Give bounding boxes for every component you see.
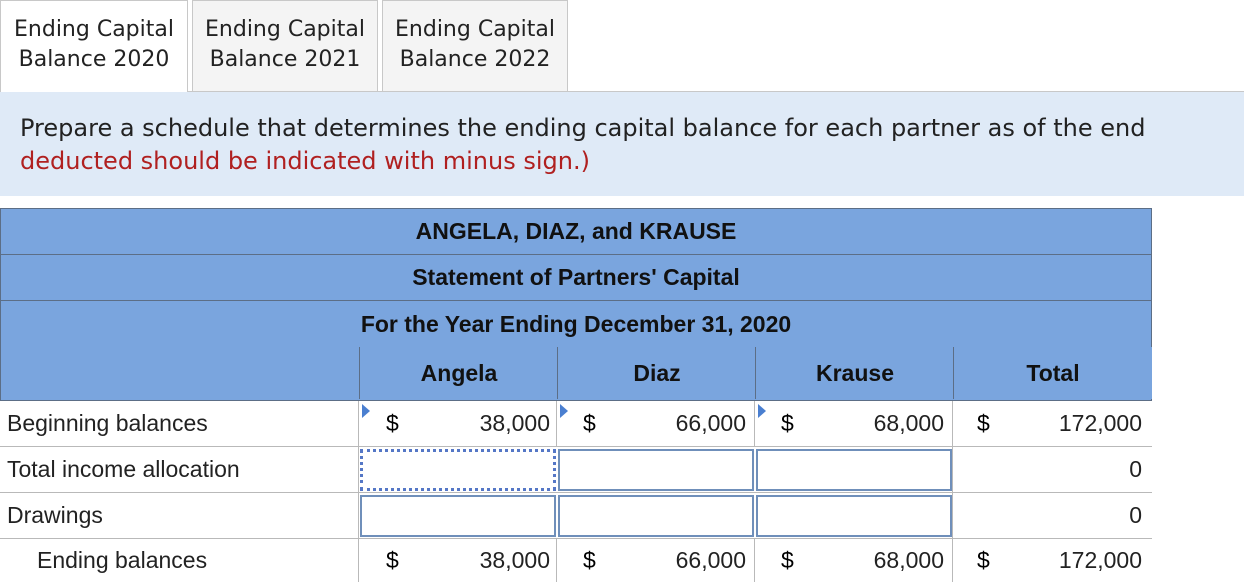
tab-label-line1: Ending Capital bbox=[395, 17, 555, 42]
tab-label-line2: Balance 2021 bbox=[209, 47, 361, 72]
divider bbox=[358, 401, 359, 447]
currency-symbol: $ bbox=[386, 547, 399, 573]
row-total-income-allocation bbox=[0, 447, 1152, 493]
tab-label-line2: Balance 2022 bbox=[399, 47, 551, 72]
currency-symbol: $ bbox=[977, 547, 990, 573]
tab-ending-capital-2021[interactable] bbox=[192, 0, 378, 92]
divider bbox=[952, 493, 953, 539]
row-drawings bbox=[0, 493, 1152, 539]
col-header-krause: Krause bbox=[755, 347, 954, 399]
cell-total: 0 bbox=[1129, 456, 1142, 482]
income-krause-input[interactable] bbox=[756, 449, 952, 491]
currency-symbol: $ bbox=[781, 410, 794, 436]
cell-angela: 38,000 bbox=[479, 410, 550, 436]
currency-symbol: $ bbox=[386, 410, 399, 436]
divider bbox=[754, 539, 755, 582]
column-header-row bbox=[0, 347, 1152, 401]
instructions-line2: deducted should be indicated with minus sign.) bbox=[20, 147, 590, 175]
row-label: Drawings bbox=[7, 502, 103, 528]
col-header-angela: Angela bbox=[359, 347, 558, 399]
cell-marker-icon bbox=[560, 404, 568, 418]
row-label: Beginning balances bbox=[7, 410, 208, 436]
currency-symbol: $ bbox=[977, 410, 990, 436]
instructions-panel bbox=[0, 92, 1244, 196]
cell-diaz: 66,000 bbox=[675, 410, 746, 436]
instructions-line1: Prepare a schedule that determines the ending capital balance for each partner as of the end bbox=[20, 114, 1146, 142]
cell-krause: 68,000 bbox=[873, 410, 944, 436]
cell-marker-icon bbox=[362, 404, 370, 418]
cell-total: 0 bbox=[1129, 502, 1142, 528]
cell-diaz: 66,000 bbox=[675, 547, 746, 573]
cell-krause: 68,000 bbox=[873, 547, 944, 573]
col-header-total: Total bbox=[953, 347, 1152, 399]
cell-angela: 38,000 bbox=[479, 547, 550, 573]
row-beginning-balances bbox=[0, 401, 1152, 447]
col-header-diaz: Diaz bbox=[557, 347, 756, 399]
statement-title: ANGELA, DIAZ, and KRAUSE bbox=[0, 208, 1152, 255]
tab-ending-capital-2022[interactable] bbox=[382, 0, 568, 92]
row-label: Total income allocation bbox=[7, 456, 240, 482]
currency-symbol: $ bbox=[781, 547, 794, 573]
tab-label-line1: Ending Capital bbox=[14, 17, 174, 42]
divider bbox=[952, 447, 953, 493]
currency-symbol: $ bbox=[583, 547, 596, 573]
divider bbox=[952, 539, 953, 582]
currency-symbol: $ bbox=[583, 410, 596, 436]
cell-total: 172,000 bbox=[1058, 547, 1142, 573]
divider bbox=[556, 401, 557, 447]
income-diaz-input[interactable] bbox=[558, 449, 754, 491]
income-angela-input[interactable] bbox=[360, 449, 556, 491]
drawings-diaz-input[interactable] bbox=[558, 495, 754, 537]
row-label: Ending balances bbox=[37, 547, 208, 573]
tab-label-line2: Balance 2020 bbox=[18, 47, 170, 72]
statement-period: For the Year Ending December 31, 2020 bbox=[0, 300, 1152, 348]
divider bbox=[952, 401, 953, 447]
cell-total: 172,000 bbox=[1058, 410, 1142, 436]
tab-label-line1: Ending Capital bbox=[205, 17, 365, 42]
row-ending-balances bbox=[0, 539, 1152, 582]
drawings-angela-input[interactable] bbox=[360, 495, 556, 537]
divider bbox=[556, 539, 557, 582]
divider bbox=[358, 447, 359, 493]
divider bbox=[358, 539, 359, 582]
drawings-krause-input[interactable] bbox=[756, 495, 952, 537]
statement-subtitle: Statement of Partners' Capital bbox=[0, 254, 1152, 301]
cell-marker-icon bbox=[758, 404, 766, 418]
divider bbox=[754, 401, 755, 447]
divider bbox=[358, 493, 359, 539]
tab-ending-capital-2020[interactable] bbox=[0, 0, 188, 92]
